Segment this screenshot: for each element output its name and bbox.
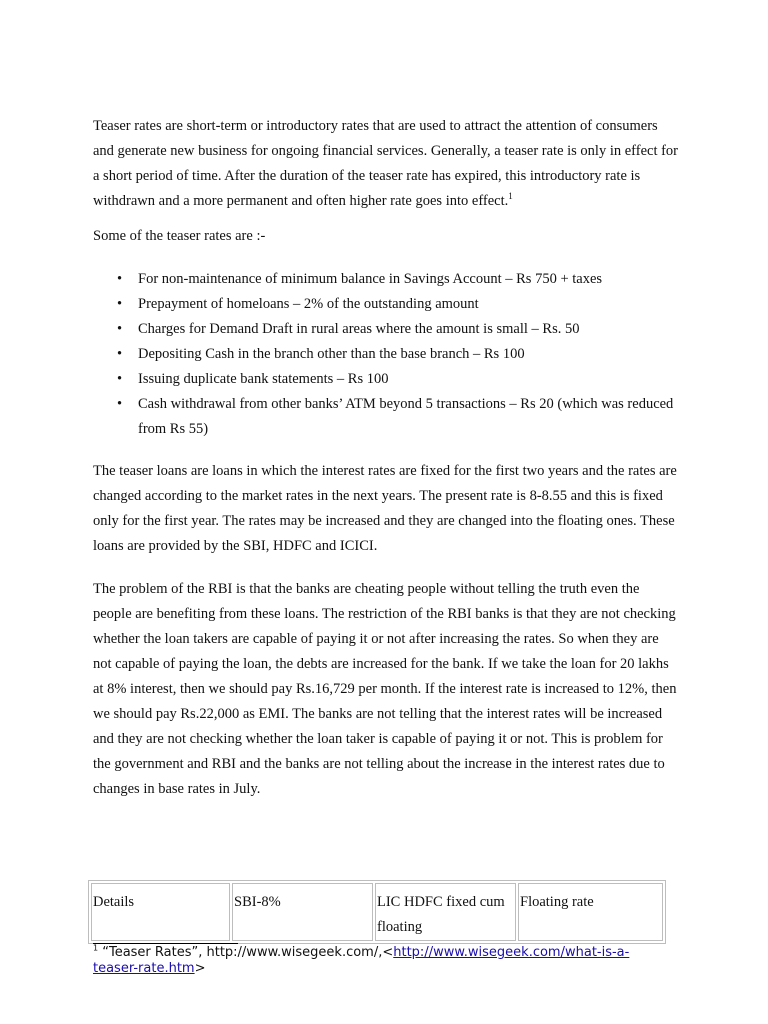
paragraph-teaser-loans: The teaser loans are loans in which the interest rates are fixed for the first two years and the rates are changed according to the market rates in the next years. The present rate is 8-8.55 and this is fixed only for the first year. The rates may be increased and they are changed into the floating ones. These loans are provided by the SBI, HDFC and ICICI. bbox=[93, 463, 677, 554]
footnote-reference[interactable]: 1 bbox=[508, 191, 513, 202]
bullet-icon: • bbox=[117, 396, 123, 412]
table-cell-floating-rate: Floating rate bbox=[518, 883, 663, 941]
footnote-number: 1 bbox=[93, 943, 99, 953]
footnote-separator bbox=[93, 943, 238, 944]
bullet-icon: • bbox=[117, 296, 123, 312]
bullet-icon: • bbox=[117, 321, 123, 337]
footnote bbox=[93, 945, 653, 977]
bullet-icon: • bbox=[117, 371, 123, 387]
list-item: • Charges for Demand Draft in rural areas where the amount is small – Rs. 50 bbox=[93, 317, 678, 342]
bullet-icon: • bbox=[117, 271, 123, 287]
details-table bbox=[88, 880, 666, 944]
teaser-rates-intro: Some of the teaser rates are :- bbox=[93, 228, 266, 244]
list-item: • Prepayment of homeloans – 2% of the outstanding amount bbox=[93, 292, 678, 317]
table-cell-sbi: SBI-8% bbox=[232, 883, 373, 941]
footnote-link[interactable]: http://www.wisegeek.com/what-is-a-teaser-rate.htm bbox=[93, 945, 630, 976]
paragraph-teaser-definition: Teaser rates are short-term or introductory rates that are used to attract the attention of consumers and generate new business for ongoing financial services. Generally, a teaser rate is only in effect for a short period of time. After the duration of the teaser rate has expired, this introductory rate is withdrawn and a more permanent and often higher rate goes into effect.$^1$ bbox=[93, 118, 679, 209]
list-item: • For non-maintenance of minimum balance in Savings Account – Rs 750 + taxes bbox=[93, 267, 678, 292]
list-item: • Issuing duplicate bank statements – Rs 100 bbox=[93, 367, 678, 392]
table-row bbox=[91, 883, 663, 941]
document-body bbox=[93, 114, 678, 817]
table-cell-lic-hdfc: LIC HDFC fixed cum floating bbox=[375, 883, 516, 941]
list-item: • Cash withdrawal from other banks’ ATM beyond 5 transactions – Rs 20 (which was reduced from Rs 55) bbox=[93, 392, 678, 442]
footnote-text: “Teaser Rates”, http://www.wisegeek.com/,< bbox=[98, 945, 394, 960]
list-item: • Depositing Cash in the branch other than the base branch – Rs 100 bbox=[93, 342, 678, 367]
paragraph-rbi-problem: The problem of the RBI is that the banks are cheating people without telling the truth even the people are benefiting from these loans. The restriction of the RBI banks is that they are not checking whether the loan takers are capable of paying it or not after increasing the rates. So when they are not capable of paying the loan, the debts are increased for the bank. If we take the loan for 20 lakhs at 8% interest, then we should pay Rs.16,729 per month. If the interest rate is increased to 12%, then we should pay Rs.22,000 as EMI. The banks are not telling that the interest rates will be increased and they are not checking whether the loan taker is capable of paying it or not. This is problem for the government and RBI and the banks are not telling about the increase in the interest rates due to changes in base rates in July. bbox=[93, 581, 677, 797]
table-cell-details: Details bbox=[91, 883, 230, 941]
footnote-close: > bbox=[194, 961, 206, 976]
teaser-rates-list bbox=[93, 267, 678, 442]
bullet-icon: • bbox=[117, 346, 123, 362]
